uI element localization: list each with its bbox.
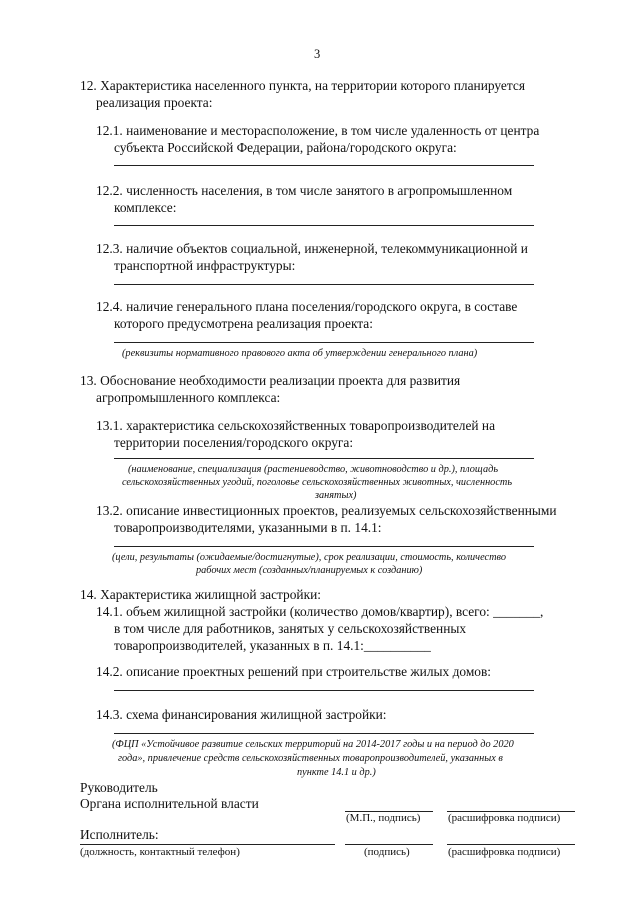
item-13-1-note-2: сельскохозяйственных угодий, поголовье сельскохозяйственных животных, численность xyxy=(122,477,513,488)
item-14-3-fill-line xyxy=(114,733,534,734)
item-13-1-cont: территории поселения/городского округа: xyxy=(114,435,354,450)
item-14-3-note: (ФЦП «Устойчивое развитие сельских территорий на 2014-2017 годы и на период до 2020 xyxy=(112,739,514,750)
section-14-title: 14. Характеристика жилищной застройки: xyxy=(80,587,321,602)
executor-label: Исполнитель: xyxy=(80,827,159,842)
item-12-1-cont: субъекта Российской Федерации, района/городского округа: xyxy=(114,140,457,155)
section-12-title: 12. Характеристика населенного пункта, на территории которого планируется xyxy=(80,78,525,93)
mp-signature-caption: (М.П., подпись) xyxy=(346,812,421,824)
section-13-title: 13. Обоснование необходимости реализации проекта для развития xyxy=(80,373,461,388)
item-13-2-fill-line xyxy=(114,546,534,547)
item-12-3-cont: транспортной инфраструктуры: xyxy=(114,258,296,273)
item-13-1-note: (наименование, специализация (растениеводство, животноводство и др.), площадь xyxy=(128,464,499,475)
item-14-2-fill-line xyxy=(114,690,534,691)
section-13-title-cont: агропромышленного комплекса: xyxy=(96,390,281,405)
item-12-1-fill-line xyxy=(114,165,534,166)
item-14-3-note-3: пункте 14.1 и др.) xyxy=(297,767,376,778)
item-13-2: 13.2. описание инвестиционных проектов, реализуемых сельскохозяйственными xyxy=(96,503,557,518)
item-13-2-note: (цели, результаты (ожидаемые/достигнутые), срок реализации, стоимость, количество xyxy=(112,552,506,563)
item-13-1-note-3: занятых) xyxy=(315,490,357,501)
head-label: Руководитель xyxy=(80,780,158,795)
item-12-2-fill-line xyxy=(114,225,534,226)
decode-caption-1: (расшифровка подписи) xyxy=(448,812,561,824)
item-12-2-cont: комплексе: xyxy=(114,200,177,215)
item-14-1-cont-2: товаропроизводителей, указанных в п. 14.1:__________ xyxy=(114,638,431,653)
decode-caption-2: (расшифровка подписи) xyxy=(448,846,561,858)
item-12-4: 12.4. наличие генерального плана поселения/городского округа, в составе xyxy=(96,299,518,314)
executor-decode-line xyxy=(447,844,575,845)
page-number: 3 xyxy=(314,47,321,61)
item-12-3-fill-line xyxy=(114,284,534,285)
executor-position-line xyxy=(80,844,335,845)
item-13-1-fill-line xyxy=(114,458,534,459)
item-13-2-cont: товаропроизводителями, указанными в п. 14.1: xyxy=(114,520,382,535)
item-12-1: 12.1. наименование и месторасположение, в том числе удаленность от центра xyxy=(96,123,540,138)
signature-caption-2: (подпись) xyxy=(364,846,410,858)
item-12-4-cont: которого предусмотрена реализация проекта: xyxy=(114,316,373,331)
item-13-1: 13.1. характеристика сельскохозяйственных товаропроизводителей на xyxy=(96,418,496,433)
executor-signature-line xyxy=(345,844,433,845)
item-12-2: 12.2. численность населения, в том числе занятого в агропромышленном xyxy=(96,183,513,198)
item-13-2-note-2: рабочих мест (созданных/планируемых к созданию) xyxy=(196,565,423,576)
authority-label: Органа исполнительной власти xyxy=(80,796,259,811)
item-14-3-note-2: года», привлечение средств сельскохозяйственных товаропроизводителей, указанных в xyxy=(118,753,503,764)
item-12-4-fill-line xyxy=(114,342,534,343)
section-12-title-cont: реализация проекта: xyxy=(96,95,213,110)
position-phone-caption: (должность, контактный телефон) xyxy=(80,846,240,858)
item-14-2: 14.2. описание проектных решений при строительстве жилых домов: xyxy=(96,664,492,679)
item-12-3: 12.3. наличие объектов социальной, инженерной, телекоммуникационной и xyxy=(96,241,528,256)
item-14-1: 14.1. объем жилищной застройки (количество домов/квартир), всего: _______, xyxy=(96,604,544,619)
item-14-3: 14.3. схема финансирования жилищной застройки: xyxy=(96,707,387,722)
item-12-4-note: (реквизиты нормативного правового акта об утверждении генерального плана) xyxy=(122,348,478,359)
item-14-1-cont: в том числе для работников, занятых у сельскохозяйственных xyxy=(114,621,467,636)
